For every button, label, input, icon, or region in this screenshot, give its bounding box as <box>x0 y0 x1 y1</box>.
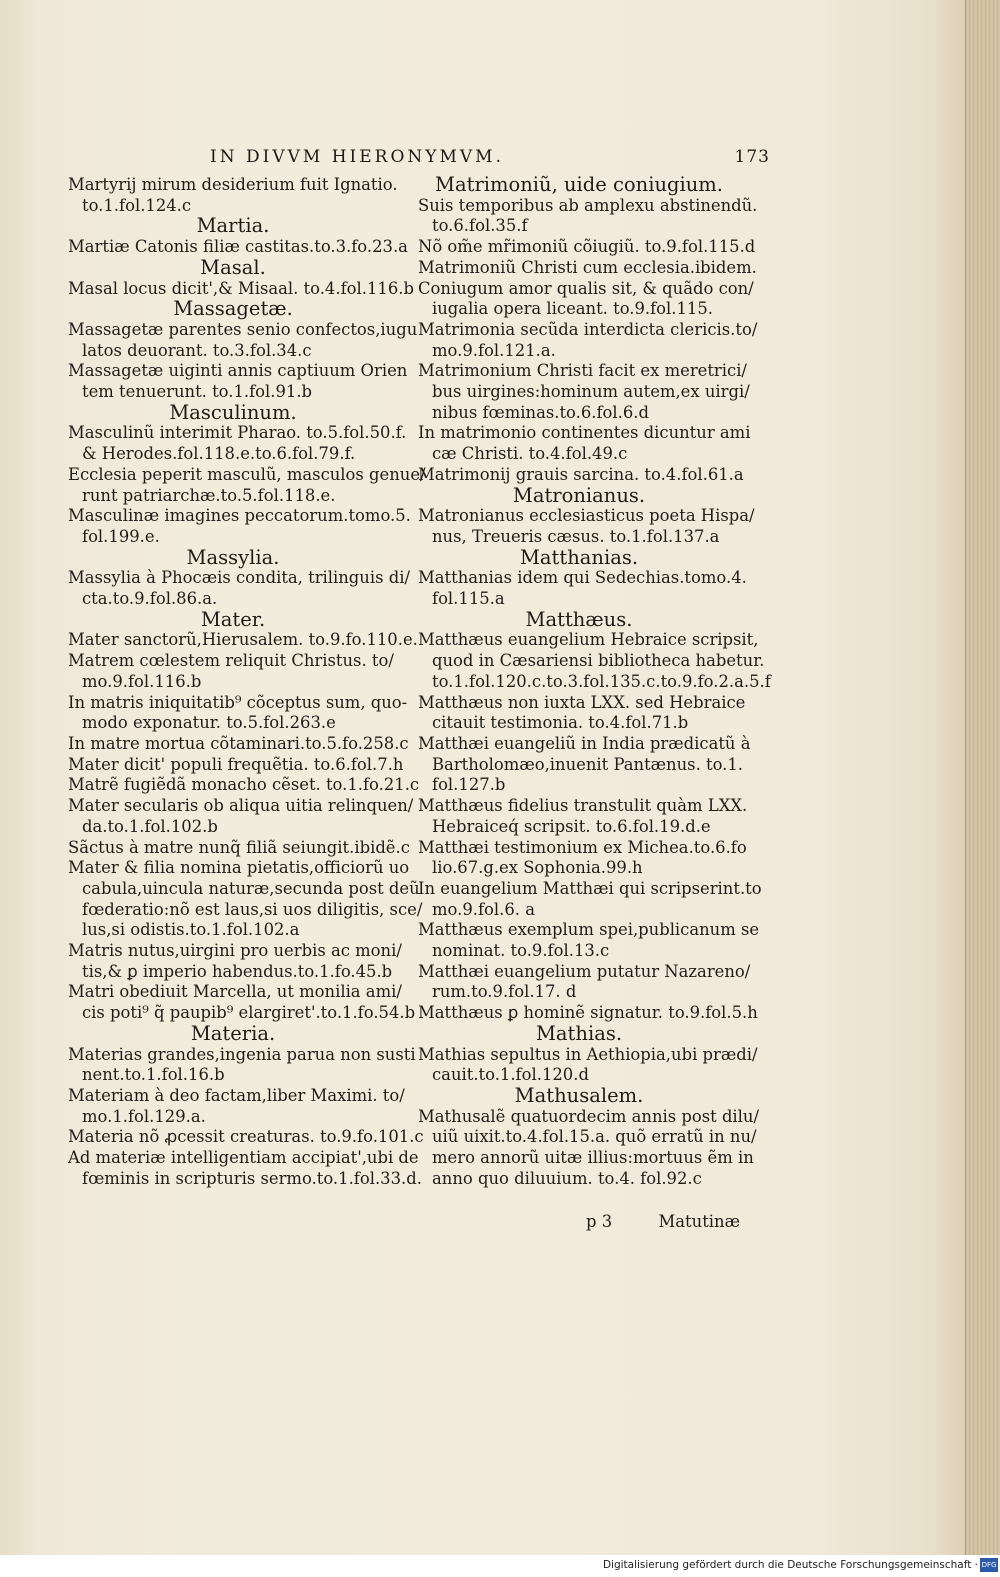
index-heading: Matthæus. <box>525 607 633 631</box>
index-line: Mater dicit' populi frequẽtia. to.6.fol.7.h <box>68 754 404 774</box>
index-line: Nõ om̃e mr̃imoniũ cõiugiũ. to.9.fol.115.d <box>418 237 756 257</box>
index-line: Ad materiæ intelligentiam accipiat',ubi de <box>68 1148 419 1168</box>
index-line-continuation: modo exponatur. to.5.fol.263.e <box>82 713 336 733</box>
index-line-continuation: uiũ uixit.to.4.fol.15.a. quõ erratũ in nu/ <box>432 1127 757 1147</box>
index-line-continuation: bus uirgines:hominum autem,ex uirgi/ <box>432 382 750 402</box>
index-line-continuation: da.to.1.fol.102.b <box>82 816 218 836</box>
index-heading: Mater. <box>200 607 266 631</box>
index-line: In euangelium Matthæi qui scripserint.to <box>418 878 762 898</box>
index-line: Matrẽ fugiẽdã monacho cẽset. to.1.fo.21.c <box>68 775 420 795</box>
index-line: Matthæi testimonium ex Michea.to.6.fo <box>418 837 747 857</box>
index-line: Materiam à deo factam,liber Maximi. to/ <box>68 1085 405 1105</box>
index-line-continuation: runt patriarchæ.to.5.fol.118.e. <box>82 485 336 505</box>
index-line-continuation: fol.199.e. <box>82 526 160 546</box>
index-line: Matrimonium Christi facit ex meretrici/ <box>418 361 747 381</box>
index-line: Coniugum amor qualis sit, & quãdo con/ <box>418 278 754 298</box>
index-line-continuation: mo.1.fol.129.a. <box>82 1106 206 1126</box>
index-line: Matri obediuit Marcella, ut monilia ami/ <box>68 982 402 1002</box>
index-line: Suis temporibus ab amplexu abstinendũ. <box>418 195 758 215</box>
dfg-logo-icon: DFG <box>980 1558 998 1572</box>
index-column-right <box>418 173 771 1189</box>
running-title: IN DIVVM HIERONYMVM. <box>210 147 504 167</box>
index-column-left <box>68 175 426 1189</box>
index-line-continuation: & Herodes.fol.118.e.to.6.fol.79.f. <box>82 444 356 464</box>
index-line-continuation: cæ Christi. to.4.fol.49.c <box>432 444 628 464</box>
funding-credit: Digitalisierung gefördert durch die Deutsche Forschungsgemeinschaft · <box>602 1559 978 1571</box>
index-line: Materias grandes,ingenia parua non susti <box>68 1044 416 1064</box>
index-line-continuation: nent.to.1.fol.16.b <box>82 1065 225 1085</box>
index-line: In matris iniquitatib⁹ cõceptus sum, quo- <box>68 692 408 712</box>
index-line: Matrem cœlestem reliquit Christus. to/ <box>68 651 394 671</box>
running-head <box>210 147 770 175</box>
index-line: Matthæus non iuxta LXX. sed Hebraice <box>418 692 746 712</box>
index-heading: Martia. <box>196 214 270 238</box>
index-line-continuation: cabula,uincula naturæ,secunda post deũ <box>82 878 420 898</box>
index-line: Massagetæ parentes senio confectos,iugu <box>68 319 418 339</box>
index-line: Mater & filia nomina pietatis,officiorũ uo <box>68 858 410 878</box>
index-line-continuation: lus,si odistis.to.1.fol.102.a <box>82 920 300 940</box>
index-line: Masculinæ imagines peccatorum.tomo.5. <box>68 506 411 526</box>
signature-mark: p 3 <box>586 1212 613 1231</box>
index-line-continuation: lio.67.g.ex Sophonia.99.h <box>432 858 643 878</box>
index-heading: Massylia. <box>186 545 280 569</box>
index-line: Matrimonia secũda interdicta clericis.to/ <box>418 319 758 339</box>
index-heading: Masal. <box>200 255 266 279</box>
index-line-continuation: cis poti⁹ q̃ paupib⁹ elargiret'.to.1.fo.54.b <box>82 1003 416 1023</box>
index-heading: Matthanias. <box>519 545 639 569</box>
index-line: Matthæus fidelius transtulit quàm LXX. <box>418 796 748 816</box>
index-line-continuation: fœderatio:nõ est laus,si uos diligitis, sce/ <box>82 899 423 919</box>
index-line-continuation: cta.to.9.fol.86.a. <box>82 589 218 609</box>
index-line: In matrimonio continentes dicuntur ami <box>418 423 751 443</box>
index-line: Massagetæ uiginti annis captiuum Orien <box>68 361 408 381</box>
index-line-continuation: mo.9.fol.116.b <box>82 671 202 691</box>
index-line-continuation: nus, Treueris cæsus. to.1.fol.137.a <box>432 526 720 546</box>
signature-line <box>418 1212 740 1234</box>
index-line: Ecclesia peperit masculũ, masculos genue/ <box>68 464 426 484</box>
index-line: Matthæi euangeliũ in India prædicatũ à <box>418 733 751 753</box>
index-line: Martiæ Catonis filiæ castitas.to.3.fo.23.a <box>68 237 408 257</box>
index-line-continuation: Bartholomæo,inuenit Pantænus. to.1. <box>432 754 744 774</box>
index-line: Mater sanctorũ,Hierusalem. to.9.fo.110.e. <box>68 630 418 650</box>
index-heading: Masculinum. <box>169 400 297 424</box>
index-heading: Mathias. <box>535 1021 623 1045</box>
index-line: Masal locus dicit',& Misaal. to.4.fol.116.b <box>68 278 414 298</box>
index-line-continuation: to.1.fol.120.c.to.3.fol.135.c.to.9.fo.2.a.5.f <box>432 671 771 691</box>
index-heading: Massagetæ. <box>173 297 293 321</box>
index-line-continuation: citauit testimonia. to.4.fol.71.b <box>432 713 689 733</box>
folio-number: 173 <box>734 147 770 167</box>
index-line: Mathusalẽ quatuordecim annis post dilu/ <box>418 1106 759 1126</box>
index-line: Sãctus à matre nunq̃ filiã seiungit.ibidẽ.c <box>68 837 410 857</box>
index-heading: Materia. <box>190 1021 276 1045</box>
index-heading: Mathusalem. <box>514 1083 644 1107</box>
index-line: In matre mortua cõtaminari.to.5.fo.258.c <box>68 733 409 753</box>
index-line: Matronianus ecclesiasticus poeta Hispa/ <box>418 506 755 526</box>
index-line: Matris nutus,uirgini pro uerbis ac moni/ <box>68 941 402 961</box>
index-line: Matrimoniũ Christi cum ecclesia.ibidem. <box>418 257 757 277</box>
index-line-continuation: fol.115.a <box>432 589 505 609</box>
index-line-continuation: rum.to.9.fol.17. d <box>432 982 577 1002</box>
index-line-continuation: quod in Cæsariensi bibliotheca habetur. <box>432 651 765 671</box>
digitization-footer <box>0 1555 1000 1577</box>
catchword: Matutinæ <box>658 1212 740 1231</box>
index-line: Massylia à Phocæis condita, trilinguis di/ <box>68 568 410 588</box>
index-line-continuation: iugalia opera liceant. to.9.fol.115. <box>432 299 714 319</box>
index-line: Martyrij mirum desiderium fuit Ignatio. <box>68 175 398 194</box>
index-line: Matthanias idem qui Sedechias.tomo.4. <box>418 568 747 588</box>
index-line-continuation: to.1.fol.124.c <box>82 195 192 215</box>
index-line: Matthæi euangelium putatur Nazareno/ <box>418 961 751 981</box>
index-line-continuation: cauit.to.1.fol.120.d <box>432 1065 589 1085</box>
index-line-continuation: mero annorũ uitæ illius:mortuus ẽm in <box>432 1148 754 1168</box>
index-line-continuation: mo.9.fol.121.a. <box>432 340 556 360</box>
index-line-continuation: fœminis in scripturis sermo.to.1.fol.33.d. <box>82 1168 422 1188</box>
index-line: Mater secularis ob aliqua uitia relinquen/ <box>68 796 414 816</box>
index-heading: Matronianus. <box>512 483 646 507</box>
index-line: Matthæus ꝑ hominẽ signatur. to.9.fol.5.h <box>418 1003 758 1023</box>
index-line-continuation: nibus fœminas.to.6.fol.6.d <box>432 402 650 422</box>
index-line: Mathias sepultus in Aethiopia,ubi prædi/ <box>418 1044 758 1064</box>
index-heading: Matrimoniũ, uide coniugium. <box>435 173 723 196</box>
index-line: Matrimonij grauis sarcina. to.4.fol.61.a <box>418 464 744 484</box>
index-line-continuation: tem tenuerunt. to.1.fol.91.b <box>82 382 313 402</box>
index-line-continuation: Hebraiceq́ scripsit. to.6.fol.19.d.e <box>432 816 711 836</box>
index-line-continuation: anno quo diluuium. to.4. fol.92.c <box>432 1168 702 1188</box>
index-line-continuation: tis,& ꝑ imperio habendus.to.1.fo.45.b <box>82 961 393 981</box>
index-line: Matthæus exemplum spei,publicanum se <box>418 920 760 940</box>
index-line: Matthæus euangelium Hebraice scripsit, <box>418 630 759 650</box>
book-fore-edge <box>965 0 1000 1555</box>
index-line-continuation: fol.127.b <box>432 775 506 795</box>
index-line: Materia nõ ꝓcessit creaturas. to.9.fo.101.c <box>68 1127 424 1147</box>
index-line-continuation: to.6.fol.35.f <box>432 216 528 236</box>
index-line-continuation: nominat. to.9.fol.13.c <box>432 941 610 961</box>
index-line: Masculinũ interimit Pharao. to.5.fol.50.f. <box>68 423 407 443</box>
index-line-continuation: mo.9.fol.6. a <box>432 899 535 919</box>
index-line-continuation: latos deuorant. to.3.fol.34.c <box>82 340 312 360</box>
